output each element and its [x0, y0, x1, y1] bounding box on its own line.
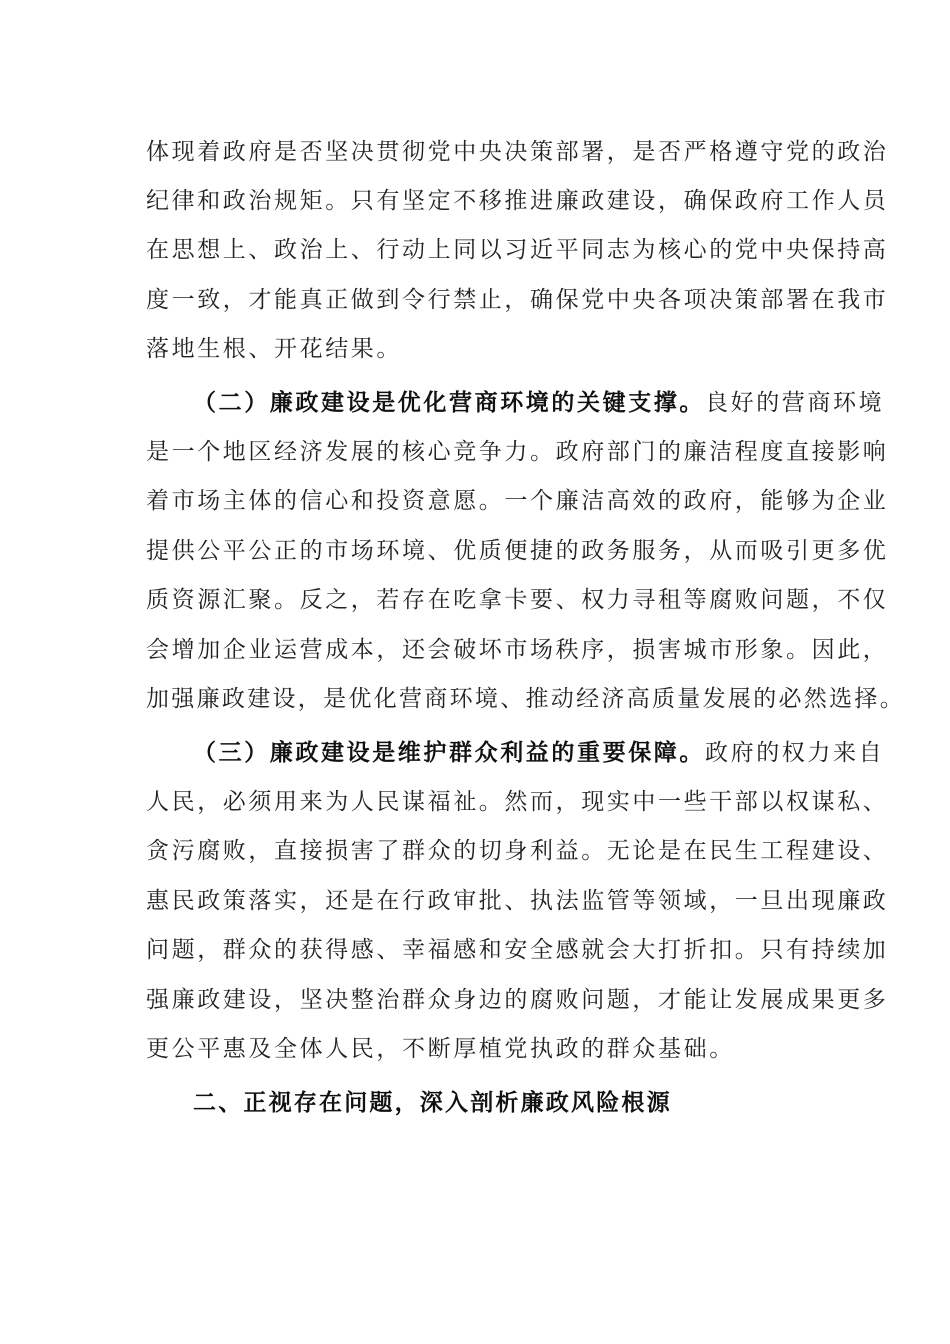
paragraph-line: 提供公平公正的市场环境、优质便捷的政务服务，从而吸引更多优	[146, 538, 889, 564]
paragraph-line: 会增加企业运营成本，还会破坏市场秩序，损害城市形象。因此，	[146, 637, 889, 663]
paragraph-line: 更公平惠及全体人民，不断厚植党执政的群众基础。	[146, 1036, 735, 1062]
paragraph-line: 惠民政策落实，还是在行政审批、执法监管等领域，一旦出现廉政	[146, 888, 889, 914]
paragraph-line: 强廉政建设，坚决整治群众身边的腐败问题，才能让发展成果更多	[146, 987, 889, 1013]
paragraph-text: 政府的权力来自	[705, 740, 885, 766]
paragraph-line: 贪污腐败，直接损害了群众的切身利益。无论是在民生工程建设、	[146, 838, 889, 864]
paragraph-line: 度一致，才能真正做到令行禁止，确保党中央各项决策部署在我市	[146, 287, 889, 313]
paragraph-line: 在思想上、政治上、行动上同以习近平同志为核心的党中央保持高	[146, 237, 889, 263]
subsection-heading: （三）廉政建设是维护群众利益的重要保障。	[193, 739, 705, 766]
paragraph-line: 质资源汇聚。反之，若存在吃拿卡要、权力寻租等腐败问题，不仅	[146, 587, 889, 613]
paragraph-line: 纪律和政治规矩。只有坚定不移推进廉政建设，确保政府工作人员	[146, 188, 889, 214]
paragraph-line: 体现着政府是否坚决贯彻党中央决策部署，是否严格遵守党的政治	[146, 139, 889, 165]
paragraph-first-line	[193, 738, 884, 768]
paragraph-line: 加强廉政建设，是优化营商环境、推动经济高质量发展的必然选择。	[146, 686, 905, 712]
paragraph-line: 是一个地区经济发展的核心竞争力。政府部门的廉洁程度直接影响	[146, 439, 889, 465]
section-heading: 二、正视存在问题，深入剖析廉政风险根源	[193, 1090, 672, 1116]
paragraph-line: 落地生根、开花结果。	[146, 336, 402, 362]
paragraph-line: 着市场主体的信心和投资意愿。一个廉洁高效的政府，能够为企业	[146, 488, 889, 514]
subsection-heading: （二）廉政建设是优化营商环境的关键支撑。	[193, 389, 705, 416]
paragraph-line: 问题，群众的获得感、幸福感和安全感就会大打折扣。只有持续加	[146, 937, 889, 963]
paragraph-text: 良好的营商环境	[705, 390, 885, 416]
paragraph-first-line	[193, 388, 884, 418]
paragraph-line: 人民，必须用来为人民谋福祉。然而，现实中一些干部以权谋私、	[146, 789, 889, 815]
